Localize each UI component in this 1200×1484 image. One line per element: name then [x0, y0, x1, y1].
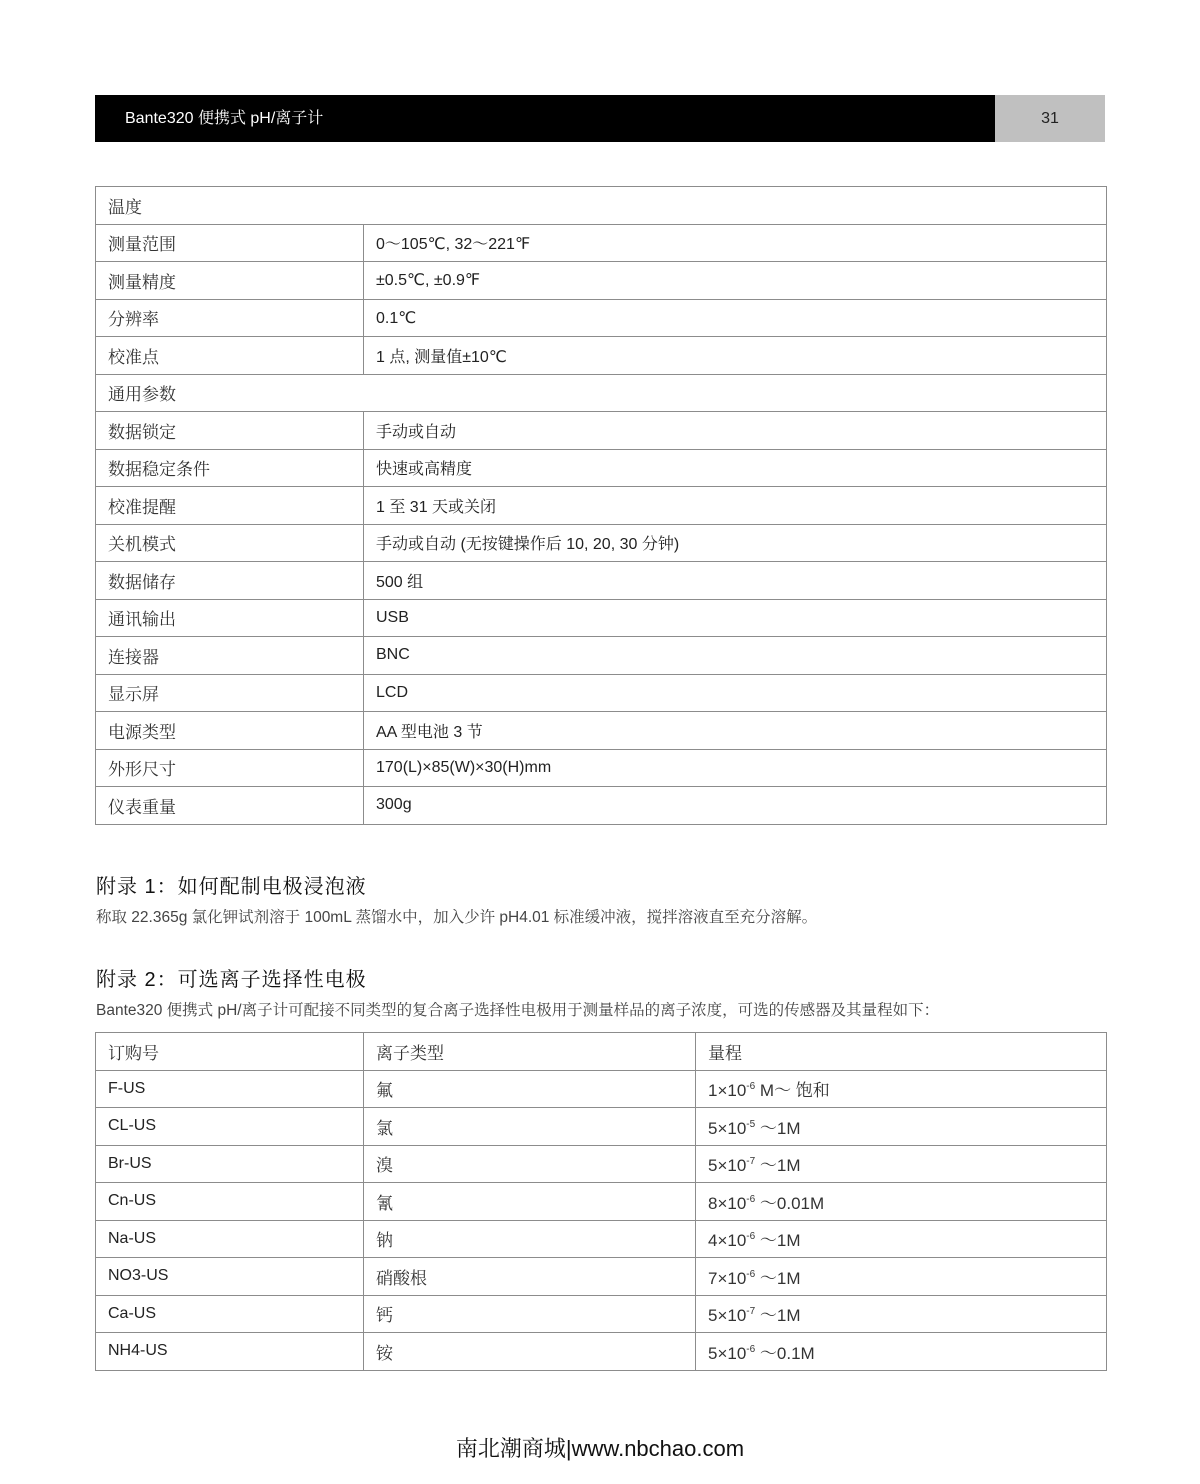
spec-value: 500 组: [364, 562, 1107, 600]
column-header-ion-type: 离子类型: [364, 1033, 696, 1071]
ion-type: 氟: [364, 1070, 696, 1108]
range-exponent: -6: [746, 1193, 756, 1205]
footer-watermark: 南北潮商城|www.nbchao.com: [455, 1436, 745, 1461]
ion-type: 溴: [364, 1145, 696, 1183]
table-row: [96, 412, 1107, 450]
table-row: [96, 712, 1107, 750]
spec-value: BNC: [364, 637, 1107, 675]
measurement-range: [696, 1108, 1107, 1146]
range-exponent: -6: [746, 1231, 756, 1243]
spec-label: 校准点: [96, 337, 364, 375]
range-exponent: -6: [746, 1343, 756, 1355]
ion-electrode-table: [95, 1032, 1107, 1371]
spec-label: 电源类型: [96, 712, 364, 750]
table-row: [96, 1220, 1107, 1258]
measurement-range: [696, 1145, 1107, 1183]
range-suffix: M～ 饱和: [755, 1081, 830, 1101]
range-mantissa: 5×10: [708, 1343, 747, 1363]
document-title: Bante320 便携式 pH/离子计: [95, 95, 995, 142]
spec-label: 连接器: [96, 637, 364, 675]
table-row: [96, 637, 1107, 675]
order-number: NH4-US: [96, 1333, 364, 1371]
ion-type: 铵: [364, 1333, 696, 1371]
spec-value: 手动或自动: [364, 412, 1107, 450]
table-row: [96, 262, 1107, 300]
page-number: 31: [995, 95, 1105, 142]
spec-section-label: 通用参数: [96, 374, 1107, 412]
table-row: [96, 224, 1107, 262]
range-suffix: ～1M: [755, 1268, 801, 1288]
range-suffix: ～1M: [755, 1118, 801, 1138]
range-mantissa: 5×10: [708, 1156, 747, 1176]
spec-label: 显示屏: [96, 674, 364, 712]
spec-value: 0～105℃, 32～221℉: [364, 224, 1107, 262]
spec-label: 外形尺寸: [96, 749, 364, 787]
appendix2-body: Bante320 便携式 pH/离子计可配接不同类型的复合离子选择性电极用于测量样品的离子浓度，可选的传感器及其量程如下：: [96, 1002, 940, 1019]
table-row: [96, 749, 1107, 787]
order-number: NO3-US: [96, 1258, 364, 1296]
order-number: CL-US: [96, 1108, 364, 1146]
order-number: F-US: [96, 1070, 364, 1108]
order-number: Br-US: [96, 1145, 364, 1183]
spec-value: 快速或高精度: [364, 449, 1107, 487]
ion-type: 氰: [364, 1183, 696, 1221]
spec-section-label: 温度: [96, 187, 1107, 225]
table-row: [96, 599, 1107, 637]
spec-value: ±0.5℃, ±0.9℉: [364, 262, 1107, 300]
spec-section-row: [96, 187, 1107, 225]
appendix1-heading: 附录 1：如何配制电极浸泡液: [96, 876, 367, 898]
spec-label: 数据储存: [96, 562, 364, 600]
spec-label: 分辨率: [96, 299, 364, 337]
table-row: [96, 1295, 1107, 1333]
spec-section-row: [96, 374, 1107, 412]
range-mantissa: 5×10: [708, 1306, 747, 1326]
measurement-range: [696, 1258, 1107, 1296]
range-mantissa: 8×10: [708, 1193, 747, 1213]
range-exponent: -5: [746, 1118, 756, 1130]
measurement-range: [696, 1220, 1107, 1258]
table-row: [96, 337, 1107, 375]
range-suffix: ～0.1M: [755, 1343, 815, 1363]
order-number: Cn-US: [96, 1183, 364, 1221]
ion-type: 钙: [364, 1295, 696, 1333]
range-mantissa: 5×10: [708, 1118, 747, 1138]
spec-value: AA 型电池 3 节: [364, 712, 1107, 750]
table-row: [96, 1070, 1107, 1108]
table-row: [96, 674, 1107, 712]
spec-value: LCD: [364, 674, 1107, 712]
ion-type: 硝酸根: [364, 1258, 696, 1296]
table-row: [96, 1145, 1107, 1183]
table-row: [96, 787, 1107, 825]
spec-label: 测量精度: [96, 262, 364, 300]
range-mantissa: 7×10: [708, 1268, 747, 1288]
table-row: [96, 1108, 1107, 1146]
range-suffix: ～1M: [755, 1231, 801, 1251]
spec-table: [95, 186, 1107, 825]
table-row: [96, 1333, 1107, 1371]
table-row: [96, 487, 1107, 525]
spec-label: 通讯输出: [96, 599, 364, 637]
range-exponent: -7: [746, 1156, 756, 1168]
range-exponent: -6: [746, 1268, 756, 1280]
measurement-range: [696, 1295, 1107, 1333]
appendix1-body: 称取 22.365g 氯化钾试剂溶于 100mL 蒸馏水中，加入少许 pH4.01 标准缓冲液，搅拌溶液直至充分溶解。: [96, 909, 818, 926]
table-row: [96, 1183, 1107, 1221]
spec-value: 300g: [364, 787, 1107, 825]
spec-label: 仪表重量: [96, 787, 364, 825]
range-mantissa: 1×10: [708, 1081, 747, 1101]
spec-label: 校准提醒: [96, 487, 364, 525]
page-header: [95, 95, 1105, 142]
table-header-row: [96, 1033, 1107, 1071]
range-exponent: -7: [746, 1306, 756, 1318]
range-suffix: ～0.01M: [755, 1193, 825, 1213]
spec-label: 关机模式: [96, 524, 364, 562]
ion-type: 钠: [364, 1220, 696, 1258]
range-mantissa: 4×10: [708, 1231, 747, 1251]
range-suffix: ～1M: [755, 1306, 801, 1326]
spec-value: 1 点, 测量值±10℃: [364, 337, 1107, 375]
column-header-range: 量程: [696, 1033, 1107, 1071]
spec-label: 数据稳定条件: [96, 449, 364, 487]
range-suffix: ～1M: [755, 1156, 801, 1176]
spec-value: 170(L)×85(W)×30(H)mm: [364, 749, 1107, 787]
measurement-range: [696, 1333, 1107, 1371]
appendix2-heading: 附录 2：可选离子选择性电极: [96, 969, 367, 991]
spec-label: 数据锁定: [96, 412, 364, 450]
measurement-range: [696, 1183, 1107, 1221]
range-exponent: -6: [746, 1081, 756, 1093]
table-row: [96, 1258, 1107, 1296]
ion-type: 氯: [364, 1108, 696, 1146]
table-row: [96, 524, 1107, 562]
spec-value: 1 至 31 天或关闭: [364, 487, 1107, 525]
order-number: Ca-US: [96, 1295, 364, 1333]
spec-value: 0.1℃: [364, 299, 1107, 337]
table-row: [96, 299, 1107, 337]
spec-value: 手动或自动 (无按键操作后 10, 20, 30 分钟): [364, 524, 1107, 562]
order-number: Na-US: [96, 1220, 364, 1258]
table-row: [96, 449, 1107, 487]
spec-label: 测量范围: [96, 224, 364, 262]
table-row: [96, 562, 1107, 600]
measurement-range: [696, 1070, 1107, 1108]
spec-value: USB: [364, 599, 1107, 637]
column-header-order-no: 订购号: [96, 1033, 364, 1071]
